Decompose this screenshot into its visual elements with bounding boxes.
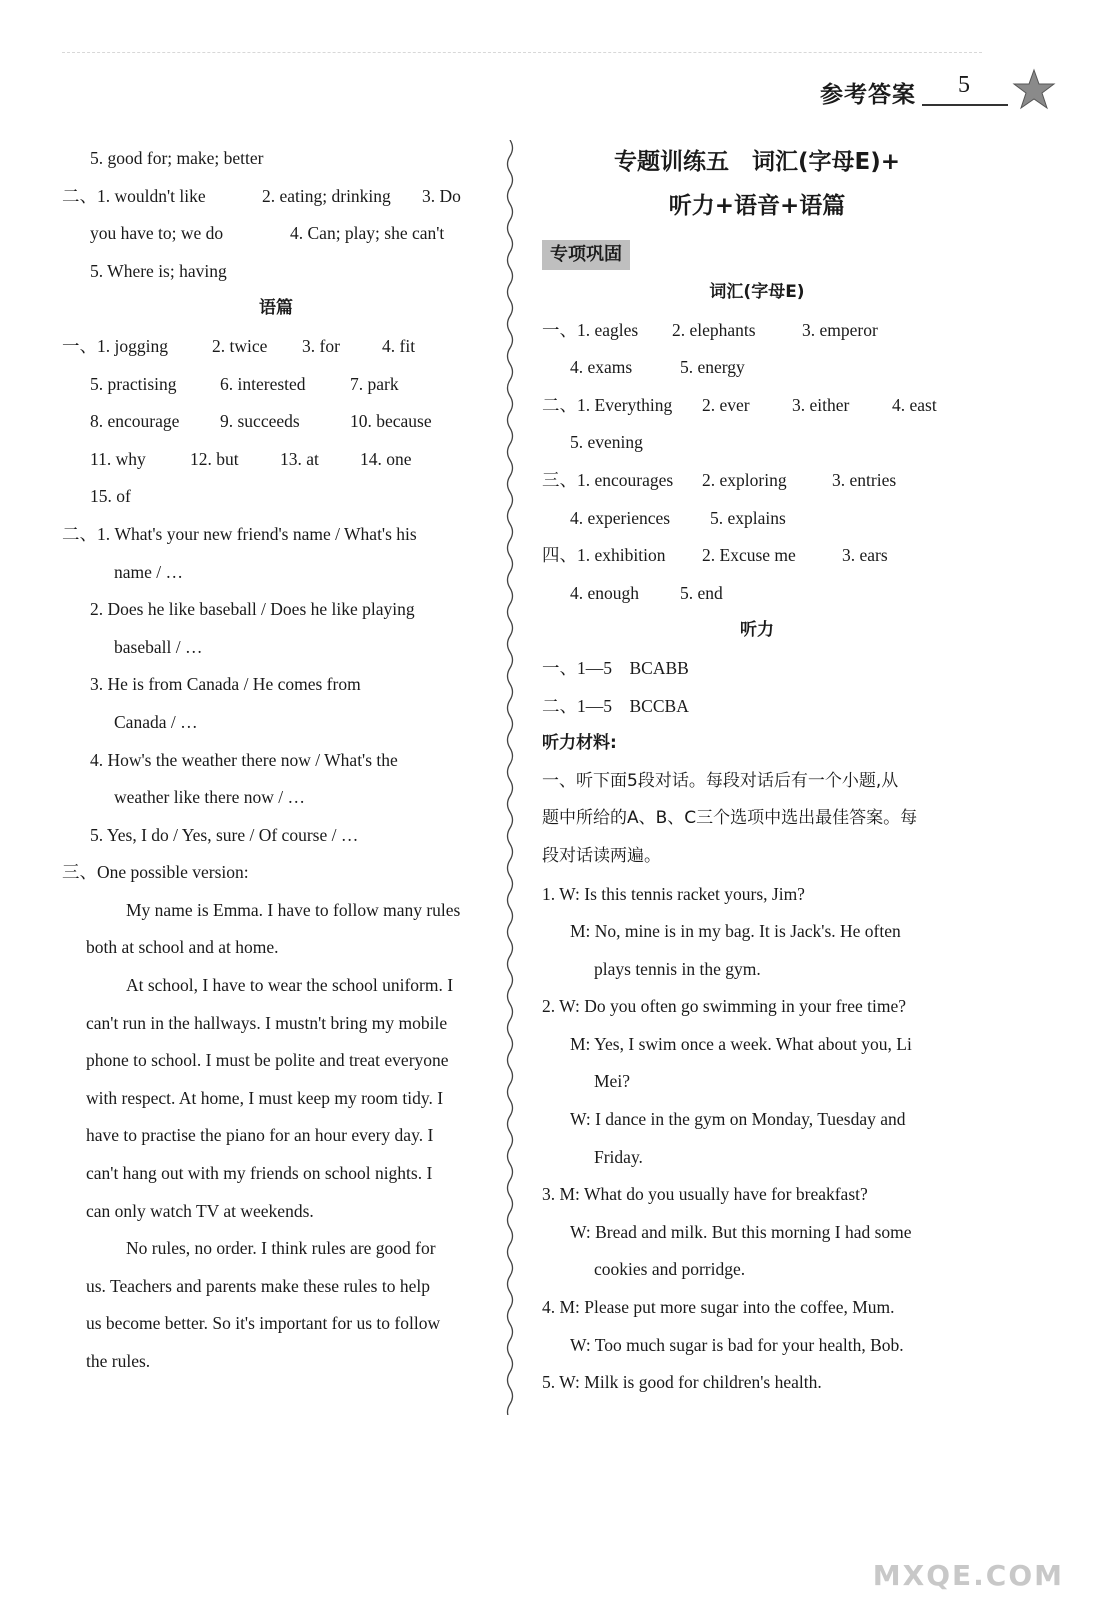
answer-line: 4. enough 5. end: [570, 582, 723, 603]
essay-line: can't run in the hallways. I mustn't bring my mobile: [86, 1012, 448, 1033]
essay-line: both at school and at home.: [86, 937, 279, 958]
answer-line: Canada / …: [114, 711, 198, 732]
dialogue-line: Friday.: [594, 1146, 643, 1167]
instruction-line: 一、听下面5段对话。每段对话后有一个小题,从: [542, 770, 899, 791]
answer-line: 二、1—5 BCCBA: [542, 695, 689, 716]
page-number-underline: [922, 104, 1008, 106]
answer-line: 三、1. encourages 2. exploring 3. entries: [542, 469, 897, 490]
answer-line: 2. Does he like baseball / Does he like playing: [90, 599, 415, 620]
answer-line: weather like there now / …: [114, 787, 305, 808]
right-column: [542, 140, 972, 1402]
essay-line: phone to school. I must be polite and treat everyone: [86, 1050, 449, 1071]
section-title: 听力+语音+语篇: [668, 193, 846, 219]
essay-line: can only watch TV at weekends.: [86, 1200, 314, 1221]
answer-line: 8. encourage 9. succeeds 10. because: [90, 411, 432, 432]
essay-line: No rules, no order. I think rules are good for: [126, 1238, 436, 1259]
page-number: 5: [958, 72, 970, 98]
dialogue-line: M: No, mine is in my bag. It is Jack's. He often: [570, 921, 901, 942]
answer-line: 5. evening: [570, 432, 643, 453]
essay-line: us become better. So it's important for us to follow: [86, 1313, 441, 1334]
answer-line: 5. Where is; having: [90, 260, 227, 281]
header-rule: [62, 52, 982, 53]
essay-line: At school, I have to wear the school uniform. I: [126, 975, 454, 996]
answer-line: 一、1—5 BCABB: [542, 657, 689, 678]
dialogue-line: plays tennis in the gym.: [594, 958, 761, 979]
dialogue-line: cookies and porridge.: [594, 1259, 746, 1280]
instruction-line: 段对话读两遍。: [542, 845, 661, 866]
answer-line: 二、1. Everything 2. ever 3. either 4. east: [542, 394, 937, 415]
essay-line: My name is Emma. I have to follow many rules: [126, 899, 461, 920]
dialogue-line: W: Bread and milk. But this morning I had some: [570, 1221, 912, 1242]
section-title: 专题训练五 词汇(字母E)+: [613, 149, 900, 175]
essay-line: can't hang out with my friends on school nights. I: [86, 1163, 433, 1184]
dialogue-line: 1. W: Is this tennis racket yours, Jim?: [542, 883, 805, 904]
dialogue-line: W: I dance in the gym on Monday, Tuesday and: [570, 1109, 906, 1130]
dialogue-line: 2. W: Do you often go swimming in your free time?: [542, 996, 907, 1017]
dialogue-line: Mei?: [594, 1071, 630, 1092]
answer-line: 4. exams 5. energy: [570, 357, 745, 378]
answer-line: 三、One possible version:: [62, 862, 249, 883]
section-heading: 词汇(字母E): [709, 282, 805, 302]
answer-line: 二、1. wouldn't like 2. eating; drinking 3. Do: [62, 185, 461, 206]
answer-line: baseball / …: [114, 636, 203, 657]
column-divider: [504, 140, 516, 1415]
dialogue-line: 5. W: Milk is good for children's health.: [542, 1372, 822, 1393]
essay-line: us. Teachers and parents make these rules to help: [86, 1275, 430, 1296]
watermark-text: MXQE.COM: [872, 1559, 1064, 1592]
answer-line: 四、1. exhibition 2. Excuse me 3. ears: [542, 545, 888, 566]
answer-line: 5. practising 6. interested 7. park: [90, 373, 399, 394]
star-icon: [1012, 68, 1056, 112]
essay-line: have to practise the piano for an hour every day. I: [86, 1125, 434, 1146]
listening-material-label: 听力材料:: [542, 733, 617, 754]
answer-line: 3. He is from Canada / He comes from: [90, 674, 361, 695]
answer-line: name / …: [114, 561, 184, 582]
section-badge: 专项巩固: [542, 240, 630, 270]
dialogue-line: W: Too much sugar is bad for your health, Bob.: [570, 1334, 904, 1355]
answer-line: 11. why 12. but 13. at 14. one: [90, 448, 412, 469]
answer-line: 5. good for; make; better: [90, 148, 264, 168]
answer-line: 5. Yes, I do / Yes, sure / Of course / …: [90, 824, 359, 845]
dialogue-line: 3. M: What do you usually have for breakfast?: [542, 1184, 868, 1205]
answer-line: 一、1. eagles 2. elephants 3. emperor: [542, 319, 878, 340]
essay-line: with respect. At home, I must keep my room tidy. I: [86, 1087, 444, 1108]
essay-line: the rules.: [86, 1351, 151, 1371]
section-heading: 听力: [740, 620, 774, 641]
answer-line: 二、1. What's your new friend's name / What's his: [62, 523, 417, 544]
answer-line: 4. How's the weather there now / What's the: [90, 749, 398, 770]
left-column: [62, 140, 490, 1381]
answer-line: 4. experiences 5. explains: [570, 507, 786, 528]
dialogue-line: M: Yes, I swim once a week. What about you, Li: [570, 1033, 912, 1054]
header-title: 参考答案: [820, 82, 916, 108]
answer-line: 15. of: [90, 486, 131, 507]
section-heading: 语篇: [259, 298, 293, 319]
answer-line: 一、1. jogging 2. twice 3. for 4. fit: [62, 335, 416, 356]
instruction-line: 题中所给的A、B、C三个选项中选出最佳答案。每: [542, 808, 918, 829]
answer-line: you have to; we do 4. Can; play; she can't: [90, 223, 445, 244]
dialogue-line: 4. M: Please put more sugar into the coffee, Mum.: [542, 1297, 895, 1318]
